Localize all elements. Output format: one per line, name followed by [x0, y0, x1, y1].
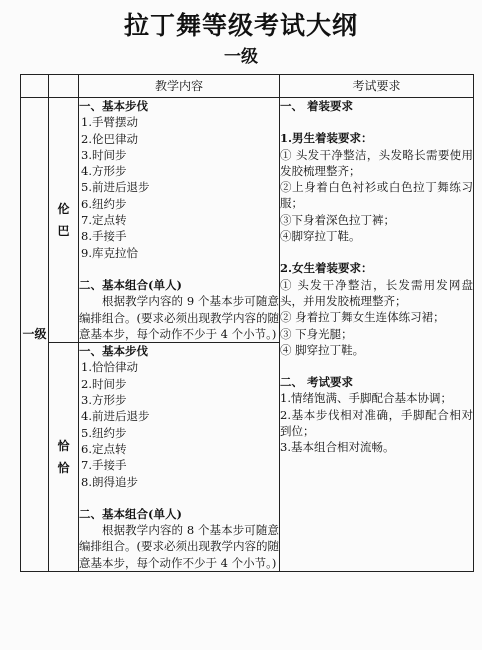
step-item: 8.手接手 — [81, 229, 127, 244]
dance-name-char: 恰 — [57, 439, 70, 454]
step-item: 7.手接手 — [81, 458, 127, 473]
requirement-item: 3.基本组合相对流畅。 — [280, 440, 395, 455]
steps-heading: 一、基本步伐 — [79, 344, 148, 359]
combo-heading: 二、基本组合(单人) — [79, 277, 182, 292]
dress-heading: 一、 着装要求 — [280, 99, 354, 113]
header-blank — [21, 75, 49, 98]
dance-name-char: 伦 — [57, 202, 70, 217]
step-item: 4.前进后退步 — [81, 409, 150, 424]
step-item: 7.定点转 — [81, 213, 127, 228]
combo-text: 根据教学内容的 9 个基本步可随意编排组合。(要求必须出现教学内容的随意基本步，每个动作不少于 4 个小节。) — [79, 294, 279, 341]
step-item: 9.库克拉恰 — [81, 245, 138, 260]
step-item: 1.手臂摆动 — [81, 115, 138, 130]
step-item: 8.朗得追步 — [81, 474, 138, 489]
table-row — [21, 98, 474, 343]
header-teaching-content: 教学内容 — [79, 75, 280, 98]
step-item: 6.定点转 — [81, 441, 127, 456]
steps-heading: 一、基本步伐 — [79, 99, 148, 113]
requirement-item: ① 头发干净整洁，长发需用发网盘头，并用发胶梳理整齐； — [280, 277, 473, 308]
step-item: 5.纽约步 — [81, 425, 127, 440]
step-item: 6.纽约步 — [81, 196, 127, 211]
syllabus-table — [20, 74, 474, 572]
requirement-item: 2.基本步伐相对准确，手脚配合相对到位； — [280, 407, 473, 439]
combo-heading: 二、基本组合(单人) — [79, 506, 182, 521]
dance-name-char: 恰 — [57, 461, 70, 476]
level-cell: 一级 — [21, 98, 49, 572]
header-blank — [49, 75, 79, 98]
requirement-item: ②上身着白色衬衫或白色拉丁舞练习服； — [280, 180, 473, 211]
rumba-content — [79, 98, 280, 343]
step-item: 4.方形步 — [81, 164, 127, 179]
exam-requirements-cell — [280, 98, 474, 572]
exam-heading: 二、 考试要求 — [280, 375, 354, 390]
page-subtitle: 一级 — [224, 47, 258, 67]
requirement-item: ② 身着拉丁舞女生连体练习裙； — [280, 310, 445, 325]
step-item: 1.恰恰律动 — [81, 360, 138, 375]
requirement-item: ③ 下身光腿； — [280, 326, 353, 341]
dance-name-rumba — [49, 98, 79, 343]
chacha-content — [79, 343, 280, 572]
header-row — [21, 75, 474, 98]
step-item: 3.时间步 — [81, 147, 127, 162]
requirement-item: ④脚穿拉丁鞋。 — [280, 229, 361, 244]
step-item: 2.时间步 — [81, 376, 127, 391]
dance-name-char: 巴 — [57, 224, 70, 239]
male-heading: 1.男生着装要求： — [280, 131, 373, 146]
combo-text: 根据教学内容的 8 个基本步可随意编排组合。(要求必须出现教学内容的随意基本步，每个动作不少于 4 个小节。) — [79, 523, 279, 570]
step-item: 2.伦巴律动 — [81, 131, 138, 146]
requirement-item: ③下身着深色拉丁裤； — [280, 212, 395, 227]
page-title: 拉丁舞等级考试大纲 — [123, 11, 358, 40]
step-item: 5.前进后退步 — [81, 180, 150, 195]
female-heading: 2.女生着装要求： — [280, 261, 373, 276]
dance-name-chacha — [49, 343, 79, 572]
requirement-item: ④ 脚穿拉丁鞋。 — [280, 342, 365, 357]
requirement-item: 1.情绪饱满、手脚配合基本协调； — [280, 391, 452, 406]
header-exam-requirements: 考试要求 — [280, 75, 474, 98]
requirement-item: ① 头发干净整洁，头发略长需要使用发胶梳理整齐； — [280, 147, 473, 178]
step-item: 3.方形步 — [81, 393, 127, 408]
